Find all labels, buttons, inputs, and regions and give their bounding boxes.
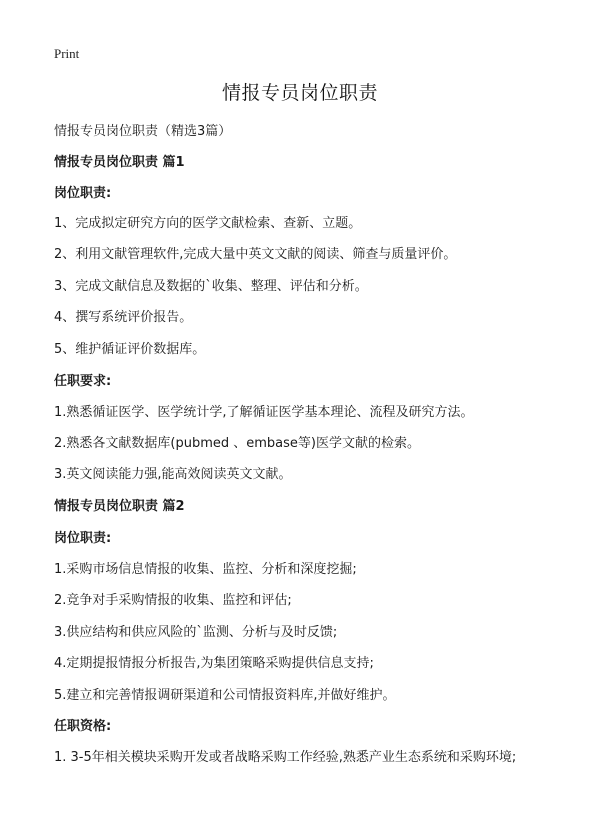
section-heading-2: 情报专员岗位职责 篇2 <box>54 499 185 514</box>
document-subtitle: 情报专员岗位职责（精选3篇） <box>54 124 232 139</box>
list-item: 3.英文阅读能力强,能高效阅读英文文献。 <box>54 467 292 482</box>
list-item: 5.建立和完善情报调研渠道和公司情报资料库,并做好维护。 <box>54 688 396 703</box>
list-item: 1、完成拟定研究方向的医学文献检索、查新、立题。 <box>54 216 362 231</box>
list-item: 3、完成文献信息及数据的`收集、整理、评估和分析。 <box>54 279 368 294</box>
subheading-qualifications: 任职资格: <box>54 719 112 734</box>
list-item: 2、利用文献管理软件,完成大量中英文文献的阅读、筛查与质量评价。 <box>54 247 457 262</box>
list-item: 4.定期提报情报分析报告,为集团策略采购提供信息支持; <box>54 656 374 671</box>
subheading-duties-1: 岗位职责: <box>54 186 112 201</box>
section-heading-1: 情报专员岗位职责 篇1 <box>54 155 185 170</box>
subheading-duties-2: 岗位职责: <box>54 531 112 546</box>
list-item: 1. 3-5年相关模块采购开发或者战略采购工作经验,熟悉产业生态系统和采购环境; <box>54 750 517 765</box>
list-item: 2.竞争对手采购情报的收集、监控和评估; <box>54 593 292 608</box>
document-title: 情报专员岗位职责 <box>221 82 378 104</box>
subheading-requirements: 任职要求: <box>54 374 112 389</box>
list-item: 1.熟悉循证医学、医学统计学,了解循证医学基本理论、流程及研究方法。 <box>54 405 474 420</box>
list-item: 1.采购市场信息情报的收集、监控、分析和深度挖掘; <box>54 562 357 577</box>
list-item: 5、维护循证评价数据库。 <box>54 342 206 357</box>
list-item: 2.熟悉各文献数据库(pubmed 、embase等)医学文献的检索。 <box>54 436 420 451</box>
print-link[interactable]: Print <box>54 46 80 61</box>
list-item: 3.供应结构和供应风险的`监测、分析与及时反馈; <box>54 625 338 640</box>
list-item: 4、撰写系统评价报告。 <box>54 310 193 325</box>
